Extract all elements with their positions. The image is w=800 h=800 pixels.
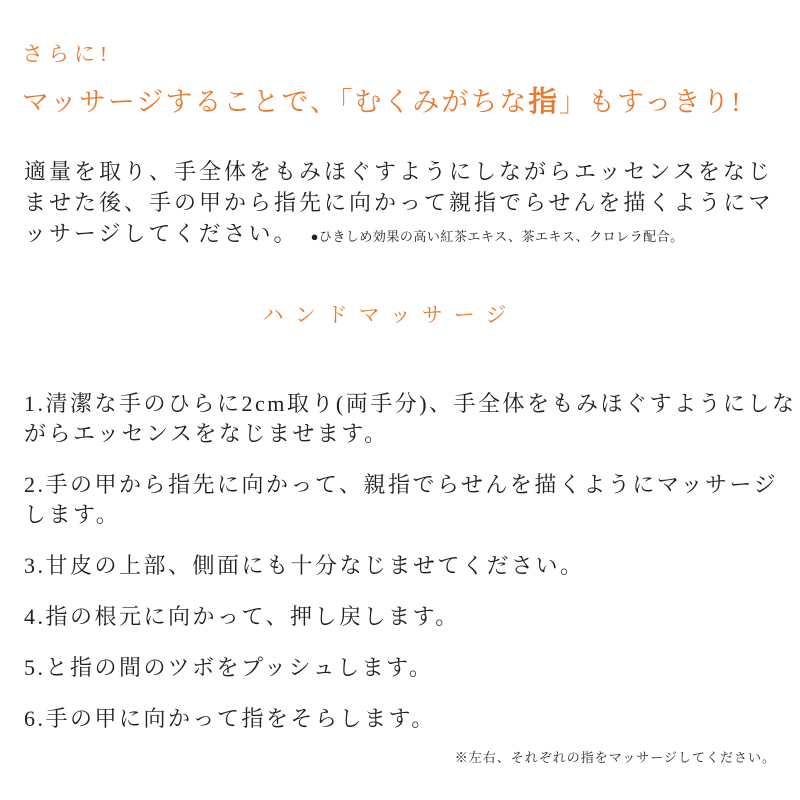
lead-copy-line2	[22, 79, 742, 120]
ingredient-note: ●ひきしめ効果の高い紅茶エキス、茶エキス、クロレラ配合。	[310, 229, 684, 244]
section-title-hand-massage: ハンドマッサージ	[262, 303, 518, 327]
massage-step-1: 1.清潔な手のひらに2cm取り(両手分)、手全体をもみほぐすようにしながらエッセンスをなじませます。	[24, 391, 797, 446]
usage-paragraph-text: 適量を取り、手全体をもみほぐすようにしながらエッセンスをなじませた後、手の甲から指先に向かって親指でらせんを描くようにマッサージしてください。	[24, 159, 774, 246]
lead-copy-line1: さらに!	[22, 42, 112, 66]
massage-step-6: 6.手の甲に向かって指をそらします。	[24, 706, 436, 731]
footnote: ※左右、それぞれの指をマッサージしてください。	[454, 750, 776, 765]
lead-copy-emphasis-finger: 指	[528, 86, 559, 118]
lead-copy	[22, 38, 742, 120]
usage-paragraph	[24, 156, 778, 252]
lead-copy-line2-suffix: 」もすっきり!	[558, 87, 743, 117]
massage-step-4: 4.指の根元に向かって、押し戻します。	[24, 604, 460, 629]
massage-step-5: 5.と指の間のツボをプッシュします。	[24, 655, 434, 680]
lead-copy-line2-prefix: マッサージすることで、「むくみがちな	[22, 87, 529, 117]
massage-step-3: 3.甘皮の上部、側面にも十分なじませてください。	[24, 553, 585, 578]
massage-step-2: 2.手の甲から指先に向かって、親指でらせんを描くようにマッサージします。	[24, 472, 779, 527]
massage-step-list	[24, 389, 798, 755]
